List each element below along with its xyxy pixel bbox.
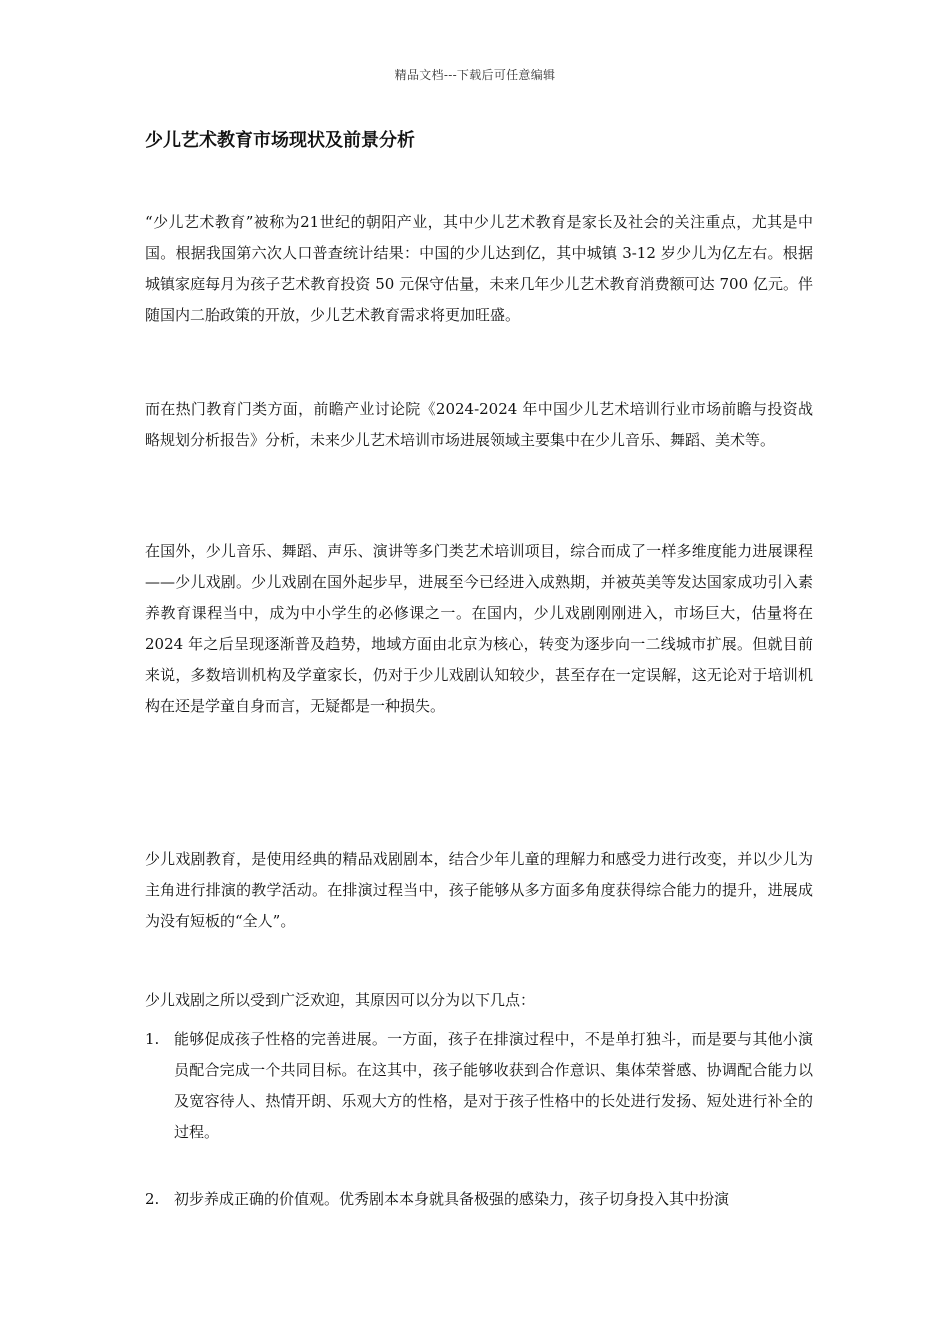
list-item-text: 能够促成孩子性格的完善进展。一方面，孩子在排演过程中，不是单打独斗，而是要与其他小演员配合完成一个共同目标。在这其中，孩子能够收获到合作意识、集体荣誉感、协调配合能力以及宽容待人、热情开朗、乐观大方的性格，是对于孩子性格中的长处进行发扬、短处进行补全的过程。	[174, 1030, 813, 1141]
paragraph-popular-categories: 而在热门教育门类方面，前瞻产业讨论院《2024-2024 年中国少儿艺术培训行业市场前瞻与投资战略规划分析报告》分析，未来少儿艺术培训市场进展领域主要集中在少儿音乐、舞蹈、美术等。	[145, 400, 813, 449]
paragraph-intro: “少儿艺术教育”被称为21世纪的朝阳产业，其中少儿艺术教育是家长及社会的关注重点，尤其是中国。根据我国第六次人口普查统计结果：中国的少儿达到亿，其中城镇 3-12 岁少儿为亿左右。根据城镇家庭每月为孩子艺术教育投资 50 元保守估量，未来几年少儿艺术教育消费额可达 700 亿元。伴随国内二胎政策的开放，少儿艺术教育需求将更加旺盛。	[145, 213, 813, 324]
page-header: 精品文档---下载后可任意编辑	[394, 68, 556, 82]
paragraph-drama-abroad: 在国外，少儿音乐、舞蹈、声乐、演讲等多门类艺术培训项目，综合而成了一样多维度能力进展课程——少儿戏剧。少儿戏剧在国外起步早，进展至今已经进入成熟期，并被英美等发达国家成功引入素养教育课程当中，成为中小学生的必修课之一。在国内，少儿戏剧刚刚进入，市场巨大，估量将在 2024 年之后呈现逐渐普及趋势，地域方面由北京为核心，转变为逐步向一二线城市扩展。但就目前来说，多数培训机构及学童家长，仍对于少儿戏剧认知较少，甚至存在一定误解，这无论对于培训机构在还是学童自身而言，无疑都是一种损失。	[145, 542, 813, 715]
list-number: 1.	[145, 1030, 160, 1048]
list-item-text: 初步养成正确的价值观。优秀剧本本身就具备极强的感染力，孩子切身投入其中扮演	[174, 1190, 730, 1208]
list-item	[145, 1184, 813, 1215]
paragraph-reasons-intro: 少儿戏剧之所以受到广泛欢迎，其原因可以分为以下几点：	[145, 991, 536, 1009]
paragraph-drama-definition: 少儿戏剧教育，是使用经典的精品戏剧剧本，结合少年儿童的理解力和感受力进行改变，并以少儿为主角进行排演的教学活动。在排演过程当中，孩子能够从多方面多角度获得综合能力的提升，进展成为没有短板的“全人”。	[145, 850, 813, 930]
list-number: 2.	[145, 1190, 160, 1208]
document-title: 少儿艺术教育市场现状及前景分析	[145, 130, 415, 151]
list-item	[145, 1024, 813, 1148]
